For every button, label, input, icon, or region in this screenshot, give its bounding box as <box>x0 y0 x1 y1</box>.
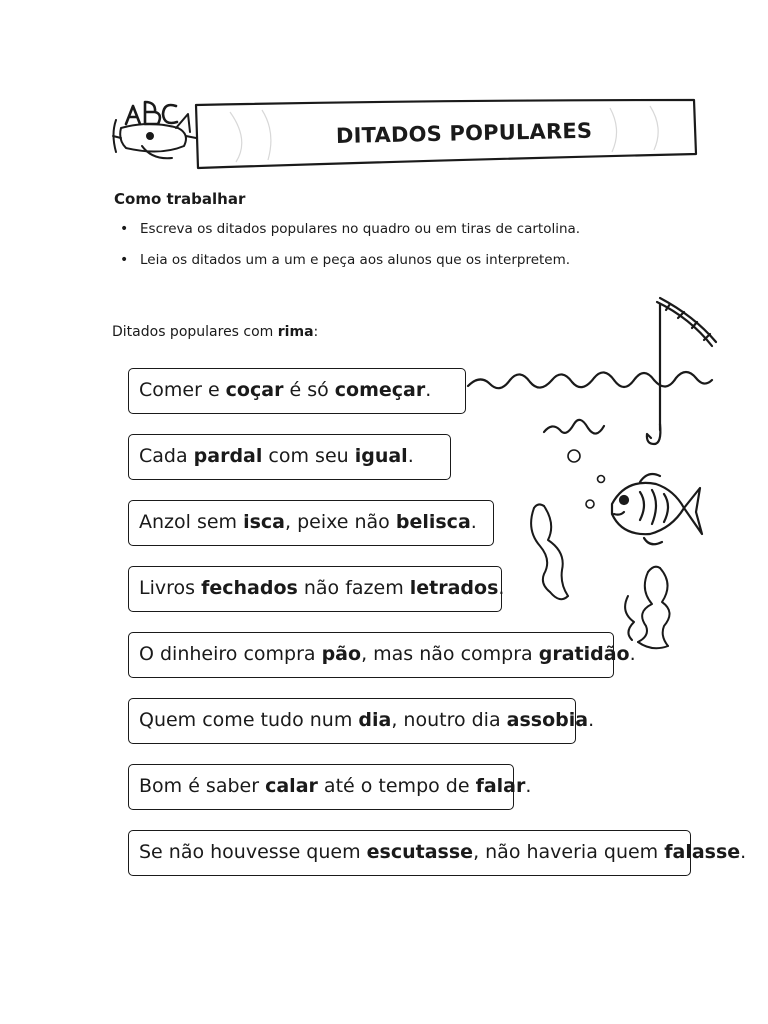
intro-line <box>112 324 318 340</box>
intro-colon: : <box>313 324 319 340</box>
rhyme-word: dia <box>358 709 392 731</box>
saying-box <box>128 830 747 876</box>
seaweed-icon <box>625 567 669 649</box>
saying-text: . <box>629 643 636 665</box>
rhyme-word: belisca <box>395 511 471 533</box>
saying-text: com seu <box>262 445 355 467</box>
seaweed-icon <box>531 504 568 599</box>
saying-box <box>128 368 466 414</box>
wave-line-icon <box>544 420 604 434</box>
saying-text: Cada <box>139 445 194 467</box>
rhyme-word: gratidão <box>538 643 630 665</box>
saying-box <box>128 434 451 480</box>
saying-text: . <box>525 775 532 797</box>
intro-text: Ditados populares com <box>112 324 278 340</box>
rhyme-word: igual <box>354 445 408 467</box>
rhyme-word: assobia <box>506 709 589 731</box>
saying-text: O dinheiro compra <box>139 643 322 665</box>
saying-box <box>128 632 636 678</box>
saying-text: . <box>407 445 414 467</box>
rhyme-word: coçar <box>225 379 284 401</box>
saying-text: . <box>470 511 477 533</box>
rhyme-word: falar <box>475 775 526 797</box>
rhyme-word: fechados <box>201 577 298 599</box>
intro-bold-word: rima <box>277 324 314 340</box>
saying-box <box>128 566 505 612</box>
saying-text: . <box>425 379 432 401</box>
rhyme-word: escutasse <box>366 841 474 863</box>
fishing-rod-and-hook-icon <box>647 298 716 444</box>
saying-text: , noutro dia <box>391 709 507 731</box>
saying-box <box>128 698 595 744</box>
saying-box <box>128 500 494 546</box>
saying-text: não fazem <box>297 577 410 599</box>
instruction-list <box>118 218 580 280</box>
saying-text: . <box>588 709 595 731</box>
rhyme-word: começar <box>334 379 426 401</box>
instruction-item: • Leia os ditados um a um e peça aos alunos que os interpretem. <box>118 249 580 280</box>
bubbles-icon <box>568 450 605 508</box>
saying-text: , mas não compra <box>361 643 539 665</box>
section-heading: Como trabalhar <box>114 190 246 208</box>
saying-box <box>128 764 532 810</box>
rhyme-word: calar <box>265 775 318 797</box>
page-title: DITADOS POPULARES <box>335 118 593 148</box>
saying-text: Anzol sem <box>139 511 244 533</box>
saying-text: , não haveria quem <box>473 841 665 863</box>
rhyme-word: letrados <box>409 577 499 599</box>
saying-text: . <box>740 841 747 863</box>
rhyme-word: pardal <box>193 445 263 467</box>
rhyme-word: falasse <box>664 841 741 863</box>
wave-line-icon <box>468 372 712 388</box>
rhyme-word: isca <box>243 511 285 533</box>
banner-illustration <box>0 0 768 200</box>
saying-text: Se não houvesse quem <box>139 841 367 863</box>
saying-text: Comer e <box>139 379 226 401</box>
saying-text: Livros <box>139 577 202 599</box>
rhyme-word: pão <box>321 643 362 665</box>
saying-text: Quem come tudo num <box>139 709 359 731</box>
instruction-item: • Escreva os ditados populares no quadro ou em tiras de cartolina. <box>118 218 580 249</box>
saying-text: até o tempo de <box>317 775 476 797</box>
fish-icon <box>612 474 702 544</box>
saying-text: , peixe não <box>285 511 396 533</box>
saying-text: Bom é saber <box>139 775 266 797</box>
saying-text: . <box>498 577 505 599</box>
saying-text: é só <box>283 379 335 401</box>
airplane-with-abc-letters-icon <box>113 102 196 158</box>
